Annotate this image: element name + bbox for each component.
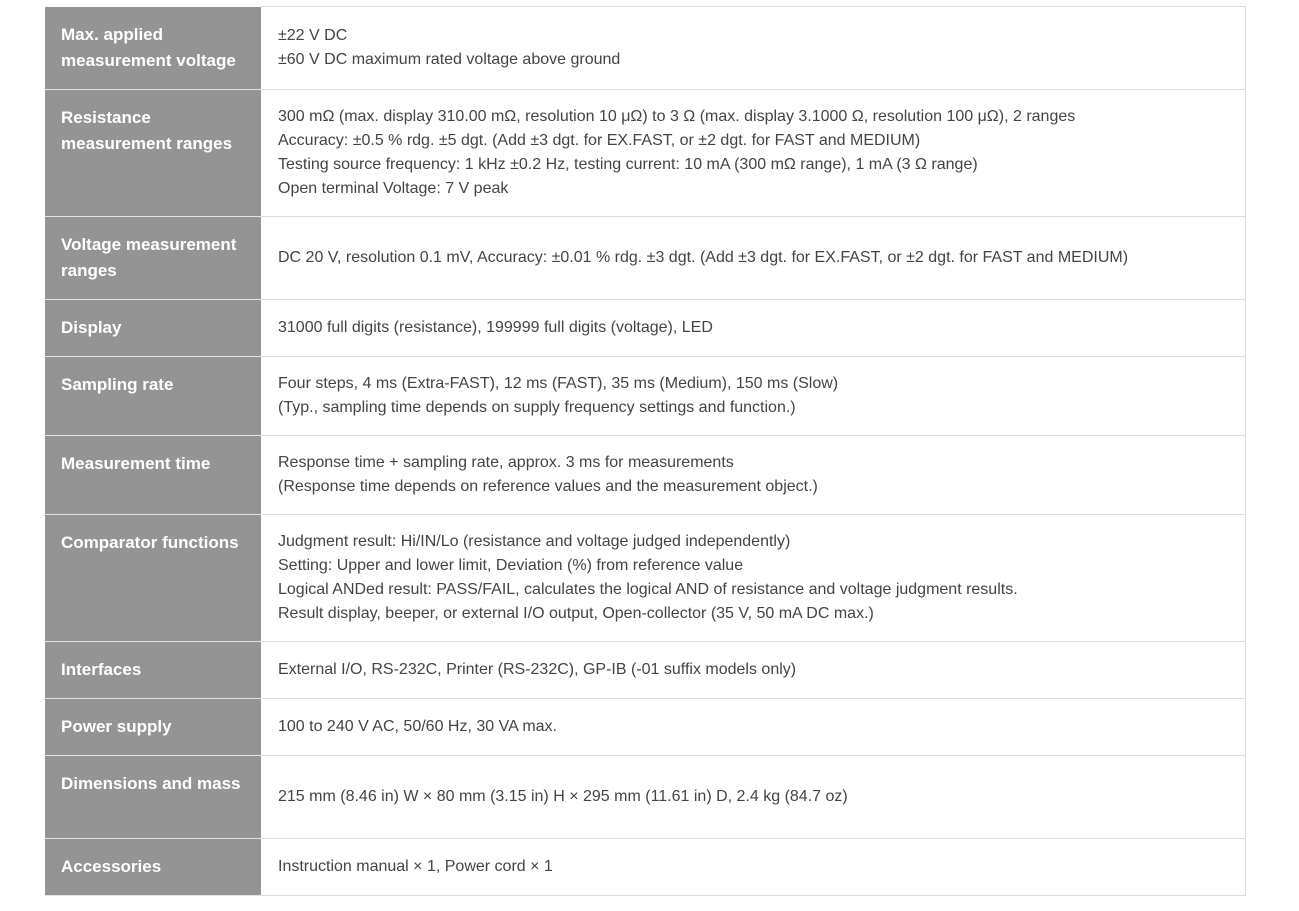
spec-value-line: Result display, beeper, or external I/O output, Open-collector (35 V, 50 mA DC max.) [278,605,874,622]
spec-value [261,699,1245,756]
specifications-table [45,6,1246,896]
spec-row-measurement-time [45,436,1245,515]
spec-label: Comparator functions [45,515,261,642]
spec-value-line: Response time + sampling rate, approx. 3 ms for measurements [278,454,734,471]
spec-value [261,7,1245,90]
spec-value [261,300,1245,357]
spec-label: Power supply [45,699,261,756]
spec-label: Sampling rate [45,357,261,436]
spec-label: Measurement time [45,436,261,515]
spec-value-line: 31000 full digits (resistance), 199999 full digits (voltage), LED [278,319,713,336]
spec-label: Resistance measurement ranges [45,90,261,217]
spec-value-line: (Typ., sampling time depends on supply frequency settings and function.) [278,399,796,416]
spec-value-line: Four steps, 4 ms (Extra-FAST), 12 ms (FAST), 35 ms (Medium), 150 ms (Slow) [278,375,839,392]
spec-value [261,357,1245,436]
spec-row-accessories [45,839,1245,896]
spec-label: Max. applied measurement voltage [45,7,261,90]
spec-row-resistance-ranges [45,90,1245,217]
spec-value [261,90,1245,217]
spec-value-line: 100 to 240 V AC, 50/60 Hz, 30 VA max. [278,718,557,735]
spec-row-power-supply [45,699,1245,756]
spec-value-line: ±22 V DC [278,27,348,44]
spec-value-line: Accuracy: ±0.5 % rdg. ±5 dgt. (Add ±3 dgt. for EX.FAST, or ±2 dgt. for FAST and MEDIUM) [278,132,921,149]
spec-value-line: DC 20 V, resolution 0.1 mV, Accuracy: ±0.01 % rdg. ±3 dgt. (Add ±3 dgt. for EX.FAST, or ±2 dgt. for FAST and MEDIUM) [278,249,1129,266]
spec-value-line: Open terminal Voltage: 7 V peak [278,180,509,197]
spec-row-dimensions-mass [45,756,1245,839]
spec-value-line: Testing source frequency: 1 kHz ±0.2 Hz, testing current: 10 mA (300 mΩ range), 1 mA (3 Ω range) [278,156,978,173]
spec-label: Interfaces [45,642,261,699]
spec-value-line: Instruction manual × 1, Power cord × 1 [278,858,553,875]
spec-value-line: Logical ANDed result: PASS/FAIL, calculates the logical AND of resistance and voltage judgment results. [278,581,1018,598]
spec-row-display [45,300,1245,357]
spec-value-line: Judgment result: Hi/IN/Lo (resistance and voltage judged independently) [278,533,791,550]
spec-value [261,217,1245,300]
spec-row-interfaces [45,642,1245,699]
spec-value [261,839,1245,896]
spec-value [261,642,1245,699]
spec-value [261,756,1245,839]
spec-label: Voltage measurement ranges [45,217,261,300]
spec-row-max-applied-voltage [45,7,1245,90]
spec-row-voltage-ranges [45,217,1245,300]
spec-value-line: ±60 V DC maximum rated voltage above ground [278,51,621,68]
spec-value-line: 300 mΩ (max. display 310.00 mΩ, resolution 10 μΩ) to 3 Ω (max. display 3.1000 Ω, resolution 100 μΩ), 2 ranges [278,108,1076,125]
spec-row-comparator-functions [45,515,1245,642]
spec-label: Dimensions and mass [45,756,261,839]
spec-value-line: 215 mm (8.46 in) W × 80 mm (3.15 in) H × 295 mm (11.61 in) D, 2.4 kg (84.7 oz) [278,788,848,805]
spec-value [261,515,1245,642]
spec-value [261,436,1245,515]
spec-value-line: Setting: Upper and lower limit, Deviation (%) from reference value [278,557,744,574]
spec-row-sampling-rate [45,357,1245,436]
spec-label: Accessories [45,839,261,896]
spec-value-line: External I/O, RS-232C, Printer (RS-232C), GP-IB (-01 suffix models only) [278,661,797,678]
spec-value-line: (Response time depends on reference values and the measurement object.) [278,478,818,495]
spec-label: Display [45,300,261,357]
